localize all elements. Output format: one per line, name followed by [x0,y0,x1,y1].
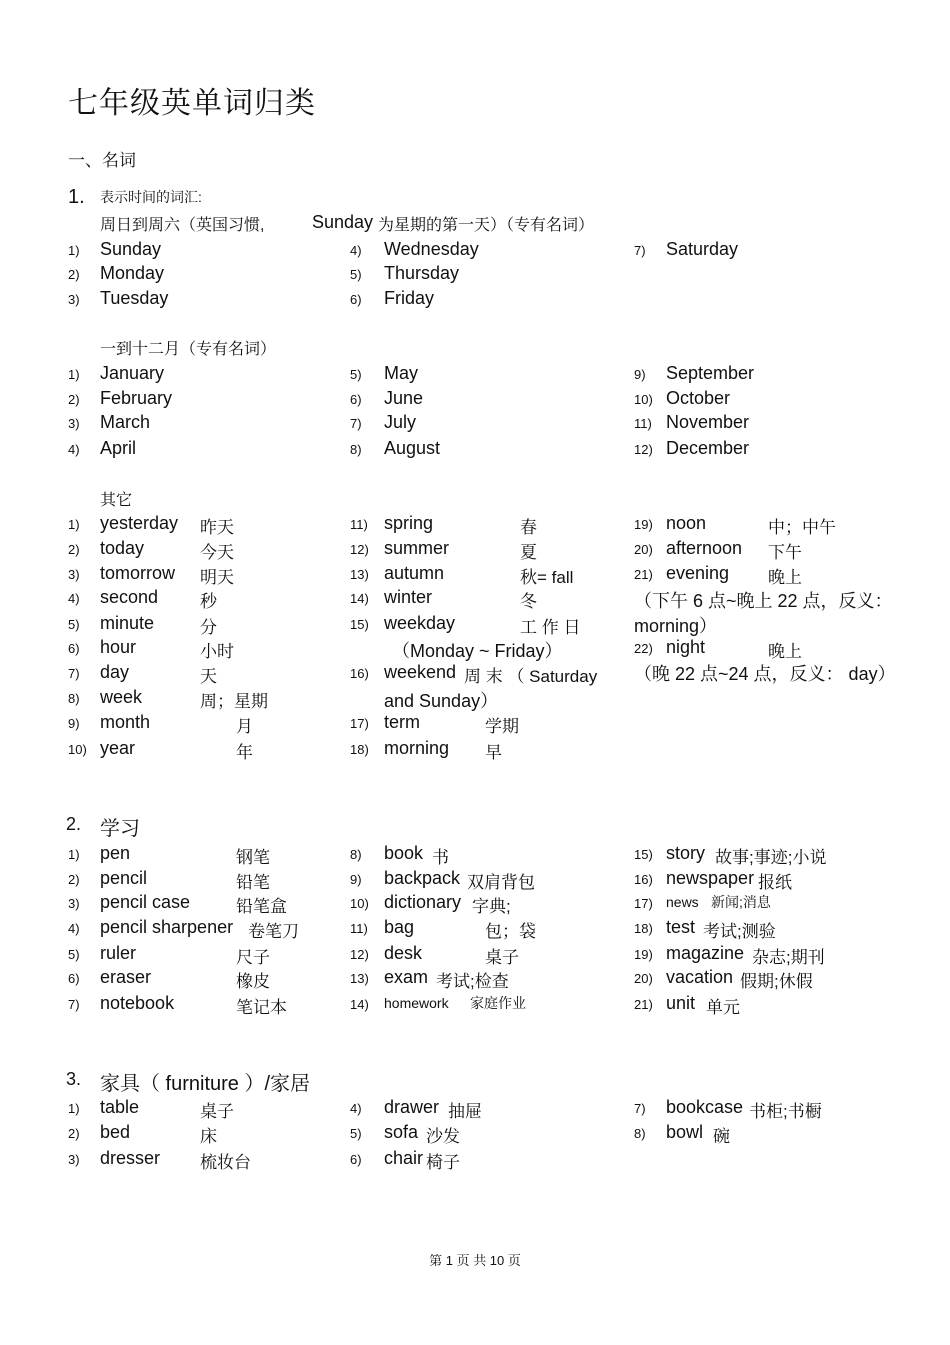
study-word-item-meaning: 故事;事迹;小说 [715,848,827,867]
furniture-item-number: 3) [68,1152,80,1167]
month-item-word: February [100,388,173,408]
time-word-item-meaning: 秋= fall [520,568,574,587]
time-word-item-meaning: 晚上 [768,568,802,587]
study-word-item-word: ruler [100,943,137,963]
month-item-number: 12) [634,442,653,457]
study-word-item-number: 3) [68,896,80,911]
time-word-item-number: 12) [350,542,369,557]
study-word-item-word: desk [384,943,423,963]
furniture-item-word: bowl [666,1122,704,1142]
time-word-item-meaning: 明天 [200,568,234,587]
study-word-item-meaning: 考试;测验 [703,922,776,941]
time-word-item-word: term [384,712,420,732]
study-word-item-meaning: 家庭作业 [470,995,526,1011]
month-item-word: June [384,388,424,408]
study-word-item-meaning: 考试;检查 [436,972,509,991]
study-word-item-word: exam [384,967,429,987]
month-item-number: 4) [68,442,80,457]
time-word-item-meaning: 天 [200,667,217,686]
furniture-item-word: bookcase [666,1097,744,1117]
furniture-item-number: 6) [350,1152,362,1167]
study-word-item-number: 18) [634,921,653,936]
time-word-item-number: 22) [634,641,653,656]
time-word-item-number: 5) [68,617,80,632]
study-word-item-number: 10) [350,896,369,911]
section-nouns-heading: 一、名词 [68,151,136,170]
furniture-item-word: dresser [100,1148,161,1168]
evening-note-line1: （下午 6 点~晚上 22 点，反义： [634,591,893,611]
time-word-item-meaning: 周；星期 [200,692,268,711]
month-item-word: April [100,438,137,458]
section-3-heading: 家具（ furniture ）/家居 [100,1073,311,1095]
month-item-number: 10) [634,392,653,407]
study-word-item-number: 7) [68,997,80,1012]
study-word-item-word: magazine [666,943,745,963]
weekday-item-number: 4) [350,243,362,258]
time-word-item-meaning: 今天 [200,543,234,562]
study-word-item-word: news [666,894,699,910]
study-word-item-meaning: 包；袋 [485,922,536,941]
time-word-item-number: 21) [634,567,653,582]
weekday-item-word: Tuesday [100,288,169,308]
month-item-number: 9) [634,367,646,382]
time-word-item-word: noon [666,513,707,533]
furniture-item-meaning: 书柜;书橱 [749,1102,822,1121]
time-word-item-number: 11) [350,517,368,532]
time-word-item-number: 20) [634,542,653,557]
study-word-item-number: 9) [350,872,362,887]
study-word-item-number: 13) [350,971,369,986]
study-word-item-number: 19) [634,947,653,962]
study-word-item-meaning: 单元 [706,998,740,1017]
study-word-item-meaning: 橡皮 [236,972,270,991]
time-word-item-word: week [100,687,143,707]
furniture-item-word: chair [384,1148,424,1168]
study-word-item-word: backpack [384,868,461,888]
time-word-item-number: 14) [350,591,369,606]
study-word-item-number: 14) [350,997,369,1012]
study-word-item-word: test [666,917,696,937]
study-word-item-meaning: 报纸 [758,873,792,892]
time-word-item-number: 4) [68,591,80,606]
month-item-number: 6) [350,392,362,407]
time-word-item-word: evening [666,563,730,583]
study-word-item-number: 5) [68,947,80,962]
furniture-item-meaning: 桌子 [200,1102,234,1121]
study-word-item-number: 2) [68,872,80,887]
time-word-item-word: summer [384,538,450,558]
study-word-item-number: 11) [350,921,368,936]
time-word-item-meaning: 秒 [200,592,217,611]
month-item-number: 1) [68,367,80,382]
study-word-item-word: eraser [100,967,152,987]
month-item-word: November [666,412,750,432]
month-item-word: December [666,438,750,458]
time-word-item-word: morning [384,738,450,758]
time-word-item-number: 16) [350,666,369,681]
weekday-item-word: Saturday [666,239,739,259]
study-word-item-word: dictionary [384,892,462,912]
weekday-item-word: Thursday [384,263,460,283]
month-item-number: 7) [350,416,362,431]
page-footer: 第 1 页 共 10 页 [429,1253,521,1268]
month-item-number: 3) [68,416,80,431]
time-word-item-meaning: 春 [520,518,537,537]
study-word-item-number: 6) [68,971,80,986]
time-word-item-meaning: 月 [236,717,253,736]
month-item-word: September [666,363,755,383]
time-word-item-number: 15) [350,617,369,632]
weekday-item-word: Friday [384,288,435,308]
furniture-item-word: table [100,1097,140,1117]
month-item-word: May [384,363,419,383]
time-word-item-meaning: 晚上 [768,642,802,661]
month-item-word: October [666,388,731,408]
month-item-number: 5) [350,367,362,382]
time-word-item-meaning: 中；中午 [768,518,836,537]
time-word-item-meaning: 工 作 日 [520,618,581,637]
furniture-item-meaning: 碗 [713,1127,730,1146]
time-word-item-word: minute [100,613,155,633]
weekday-item-word: Monday [100,263,165,283]
section-3-number: 3. [66,1069,82,1089]
others-heading: 其它 [100,492,133,509]
study-word-item-meaning: 卷笔刀 [248,922,299,941]
study-word-item-word: vacation [666,967,734,987]
section-1-caption: 表示时间的词汇: [100,189,202,205]
month-item-number: 8) [350,442,362,457]
time-word-item-number: 3) [68,567,80,582]
study-word-item-meaning: 铅笔盒 [236,897,287,916]
month-item-number: 11) [634,416,652,431]
time-word-item-number: 17) [350,716,369,731]
time-word-item-word: weekday [384,613,456,633]
time-word-item-number: 2) [68,542,80,557]
month-item-number: 2) [68,392,80,407]
weekday-item-number: 5) [350,267,362,282]
time-word-item-meaning: 下午 [768,543,802,562]
time-word-item-meaning: 分 [200,618,217,637]
study-word-item-number: 15) [634,847,653,862]
time-word-item-meaning: 冬 [520,592,537,611]
study-word-item-meaning: 钢笔 [236,848,270,867]
time-word-item-word: year [100,738,136,758]
study-word-item-meaning: 笔记本 [236,998,287,1017]
weekdays-heading-part1: 周日到周六（英国习惯, [100,217,265,234]
study-word-item-meaning: 尺子 [236,948,270,967]
time-word-item-number: 19) [634,517,653,532]
time-word-item-meaning: 学期 [485,717,519,736]
furniture-item-meaning: 沙发 [426,1127,460,1146]
study-word-item-word: unit [666,993,696,1013]
study-word-item-meaning: 书 [432,848,449,867]
furniture-item-word: bed [100,1122,131,1142]
time-word-item-word: winter [384,587,433,607]
study-word-item-number: 17) [634,896,653,911]
page-title: 七年级英单词归类 [68,86,316,121]
study-word-item-word: pencil sharpener [100,917,234,937]
time-word-item-number: 10) [68,742,87,757]
weekday-item-number: 3) [68,292,80,307]
weekday-item-number: 7) [634,243,646,258]
time-word-item-meaning: 昨天 [200,518,234,537]
furniture-item-number: 8) [634,1126,646,1141]
month-item-word: March [100,412,151,432]
study-word-item-number: 4) [68,921,80,936]
weekday-item-number: 2) [68,267,80,282]
furniture-item-number: 2) [68,1126,80,1141]
study-word-item-number: 12) [350,947,369,962]
weekday-note: （Monday ~ Friday） [392,641,563,661]
months-heading: 一到十二月（专有名词） [100,341,277,358]
study-word-item-number: 20) [634,971,653,986]
weekday-item-number: 6) [350,292,362,307]
time-word-item-word: spring [384,513,434,533]
study-word-item-word: newspaper [666,868,755,888]
study-word-item-meaning: 桌子 [485,948,519,967]
time-word-item-number: 13) [350,567,369,582]
study-word-item-word: pencil [100,868,148,888]
furniture-item-meaning: 床 [200,1127,217,1146]
furniture-item-number: 7) [634,1101,646,1116]
time-word-item-meaning: 周 末 （ Saturday [464,667,598,686]
time-word-item-number: 1) [68,517,80,532]
time-word-item-meaning: 年 [236,743,253,762]
study-word-item-word: book [384,843,424,863]
month-item-word: January [100,363,165,383]
section-2-heading: 学习 [100,818,140,840]
time-word-item-number: 18) [350,742,369,757]
time-word-item-word: night [666,637,706,657]
time-word-item-word: month [100,712,151,732]
time-word-item-word: afternoon [666,538,743,558]
time-word-item-number: 6) [68,641,80,656]
weekday-item-word: Wednesday [384,239,479,259]
furniture-item-number: 5) [350,1126,362,1141]
study-word-item-number: 16) [634,872,653,887]
furniture-item-word: drawer [384,1097,440,1117]
study-word-item-number: 21) [634,997,653,1012]
month-item-word: August [384,438,441,458]
time-word-item-word: hour [100,637,137,657]
weekday-item-word: Sunday [100,239,162,259]
study-word-item-meaning: 铅笔 [236,873,270,892]
time-word-item-word: tomorrow [100,563,176,583]
time-word-item-word: yesterday [100,513,179,533]
section-1-number: 1. [68,186,85,208]
study-word-item-meaning: 新闻;消息 [711,894,771,910]
time-word-item-number: 7) [68,666,80,681]
furniture-item-meaning: 梳妆台 [200,1153,251,1172]
weekday-item-number: 1) [68,243,80,258]
study-word-item-word: notebook [100,993,175,1013]
study-word-item-meaning: 假期;休假 [740,972,813,991]
time-word-item-word: weekend [384,662,457,682]
study-word-item-meaning: 双肩背包 [467,873,535,892]
study-word-item-word: homework [384,995,449,1011]
section-2-number: 2. [66,814,82,834]
night-note: （晚 22 点~24 点，反义： day） [634,664,896,684]
time-word-item-word: day [100,662,130,682]
month-item-word: July [384,412,417,432]
study-word-item-word: bag [384,917,415,937]
weekdays-heading-part2: Sunday [312,212,374,232]
time-word-item-word: autumn [384,563,445,583]
time-word-item-word: today [100,538,145,558]
furniture-item-meaning: 椅子 [426,1153,460,1172]
weekdays-heading-part3: 为星期的第一天）（专有名词） [378,217,595,234]
study-word-item-word: pencil case [100,892,191,912]
study-word-item-meaning: 字典; [472,897,511,916]
evening-note-line2: morning） [634,616,718,636]
furniture-item-word: sofa [384,1122,419,1142]
study-word-item-number: 1) [68,847,80,862]
time-word-item-number: 9) [68,716,80,731]
time-word-item-word: second [100,587,159,607]
time-word-item-meaning: 夏 [520,543,537,562]
time-word-item-meaning: 早 [485,743,502,762]
time-word-item-meaning: 小时 [200,642,234,661]
study-word-item-meaning: 杂志;期刊 [752,948,825,967]
study-word-item-word: pen [100,843,131,863]
furniture-item-meaning: 抽屉 [448,1102,482,1121]
time-word-item-number: 8) [68,691,80,706]
study-word-item-word: story [666,843,706,863]
furniture-item-number: 4) [350,1101,362,1116]
furniture-item-number: 1) [68,1101,80,1116]
study-word-item-number: 8) [350,847,362,862]
weekend-note: and Sunday） [384,691,499,711]
